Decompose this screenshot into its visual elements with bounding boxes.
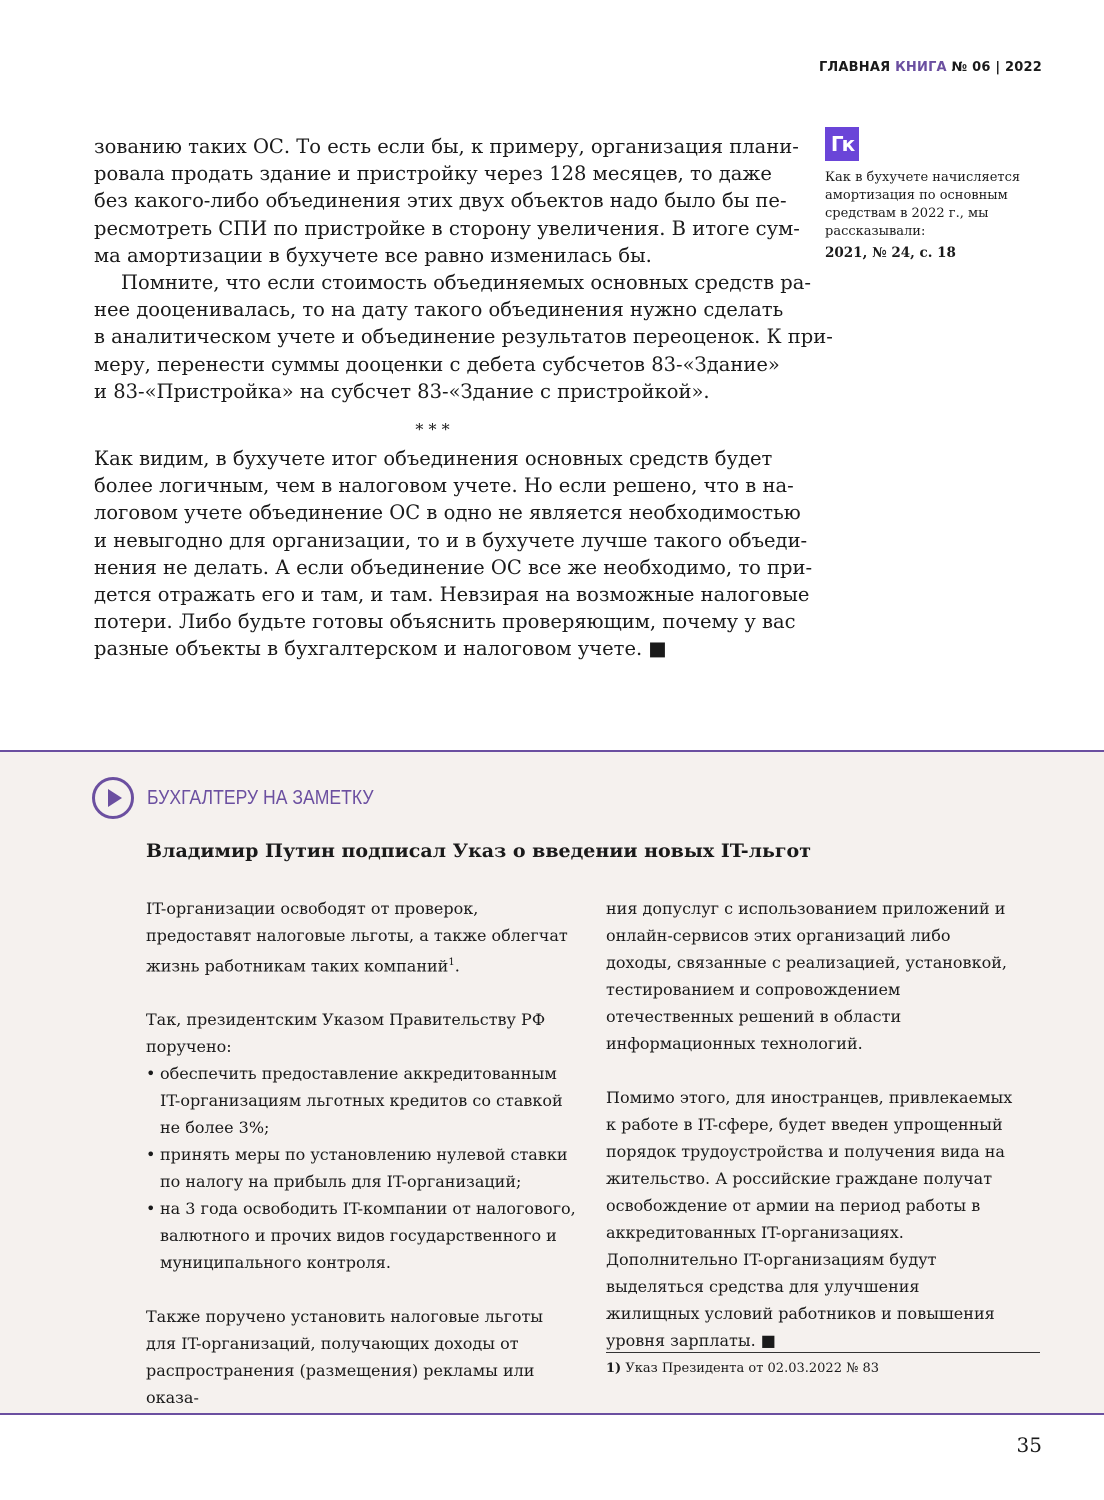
text-line: более логичным, чем в налоговом учете. Но если решено, что в на- (94, 474, 794, 498)
footnote-text: Указ Президента от 02.03.2022 № 83 (625, 1361, 880, 1376)
sidebar-reference (825, 127, 1025, 262)
text-line: и 83-«Пристройка» на субсчет 83-«Здание с пристройкой». (94, 379, 710, 403)
issue-number: № 06 | 2022 (951, 60, 1042, 75)
bullet-item: • на 3 года освободить IT-компании от налогового, валютного и прочих видов государственного и муниципального контроля. (146, 1195, 576, 1276)
paragraph (94, 269, 833, 405)
text-line: и невыгодно для организации, то и в бухучете лучше такого объеди- (94, 528, 808, 552)
text-line: ма амортизации в бухучете все равно изменилась бы. (94, 243, 652, 267)
column-left (146, 895, 576, 1411)
paragraph: ния допуслуг с использованием приложений и онлайн-сервисов этих организаций либо доходы, связанные с реализацией, установкой, тестированием и сопровождением отечественных решений в области информационных технологий. (606, 899, 1007, 1053)
note-title: Владимир Путин подписал Указ о введении новых IT-льгот (146, 840, 811, 862)
text-line: потери. Либо будьте готовы объяснить проверяющим, почему у вас (94, 610, 796, 634)
article-body (94, 133, 833, 663)
text-line: ресмотреть СПИ по пристройке в сторону увеличения. В итоге сум- (94, 216, 800, 240)
brand-accent: КНИГА (895, 60, 947, 75)
section-header (92, 777, 404, 819)
text-line: зованию таких ОС. То есть если бы, к примеру, организация плани- (94, 135, 799, 158)
column-right (606, 895, 1018, 1354)
running-header (819, 60, 1042, 75)
page-number: 35 (1016, 1433, 1042, 1457)
text-line: нения не делать. А если объединение ОС все же необходимо, то при- (94, 555, 813, 579)
paragraph: Помимо этого, для иностранцев, привлекаемых к работе в IT-сфере, будет введен упрощенный порядок трудоустройства и получения вида на жительство. А российские граждане получат освобождение от армии на период работы в аккредитованных IT-организациях. Дополнительно IT-организациям будут выделяться средства для улучшения жилищных условий работников и повышения уровня зарплаты. ■ (606, 1088, 1013, 1350)
footnote-number: 1) (606, 1361, 622, 1376)
text-line: Как видим, в бухучете итог объединения основных средств будет (94, 447, 773, 471)
bullet-item: • обеспечить предоставление аккредитованным IT-организациям льготных кредитов со ставкой не более 3%; (146, 1060, 576, 1141)
text-line: в аналитическом учете и объединение результатов переоценок. К при- (94, 325, 833, 349)
paragraph (94, 445, 813, 663)
sidebar-ref: 2021, № 24, с. 18 (825, 245, 956, 261)
text-line: нее дооценивалась, то на дату такого объединения нужно сделать (94, 298, 784, 322)
footnote (606, 1352, 1040, 1376)
paragraph (94, 133, 800, 269)
text-line: дется отражать его и там, и там. Невзирая на возможные налоговые (94, 583, 810, 607)
footnote-ref: 1 (448, 957, 455, 968)
paragraph: Так, президентским Указом Правительству РФ поручено: (146, 1010, 546, 1057)
brand-main: ГЛАВНАЯ (818, 60, 891, 75)
text-line: разные объекты в бухгалтерском и налоговом учете. ■ (94, 637, 667, 661)
sidebar-text: Как в бухучете начисляется амортизация по основным средствам в 2022 г., мы рассказывали: (825, 170, 1021, 239)
text-line: без какого-либо объединения этих двух объектов надо было бы пе- (94, 189, 787, 213)
section-divider: * * * (415, 420, 450, 440)
paragraph: IT-организации освободят от проверок, предоставят налоговые льготы, а также облегчат жизнь работникам таких компаний$^1$. (146, 899, 568, 976)
gk-logo-icon: Гк (825, 127, 859, 161)
paragraph: Также поручено установить налоговые льготы для IT-организаций, получающих доходы от распространения (размещения) рекламы или оказа- (146, 1307, 544, 1408)
section-title: БУХГАЛТЕРУ НА ЗАМЕТКУ (147, 786, 374, 809)
text-line: ровала продать здание и пристройку через 128 месяцев, то даже (94, 162, 772, 186)
bullet-item: • принять меры по установлению нулевой ставки по налогу на прибыль для IT-организаций; (146, 1141, 576, 1195)
text-line: меру, перенести суммы дооценки с дебета субсчетов 83-«Здание» (94, 352, 780, 376)
play-icon (92, 777, 134, 819)
text-line: Помните, что если стоимость объединяемых основных средств ра- (121, 271, 811, 295)
text-line: логовом учете объединение ОС в одно не является необходимостью (94, 501, 801, 525)
paragraph-text: IT-организации освободят от проверок, предоставят налоговые льготы, а также облегчат жизнь работникам таких компаний (146, 899, 568, 976)
note-box (0, 750, 1104, 1415)
